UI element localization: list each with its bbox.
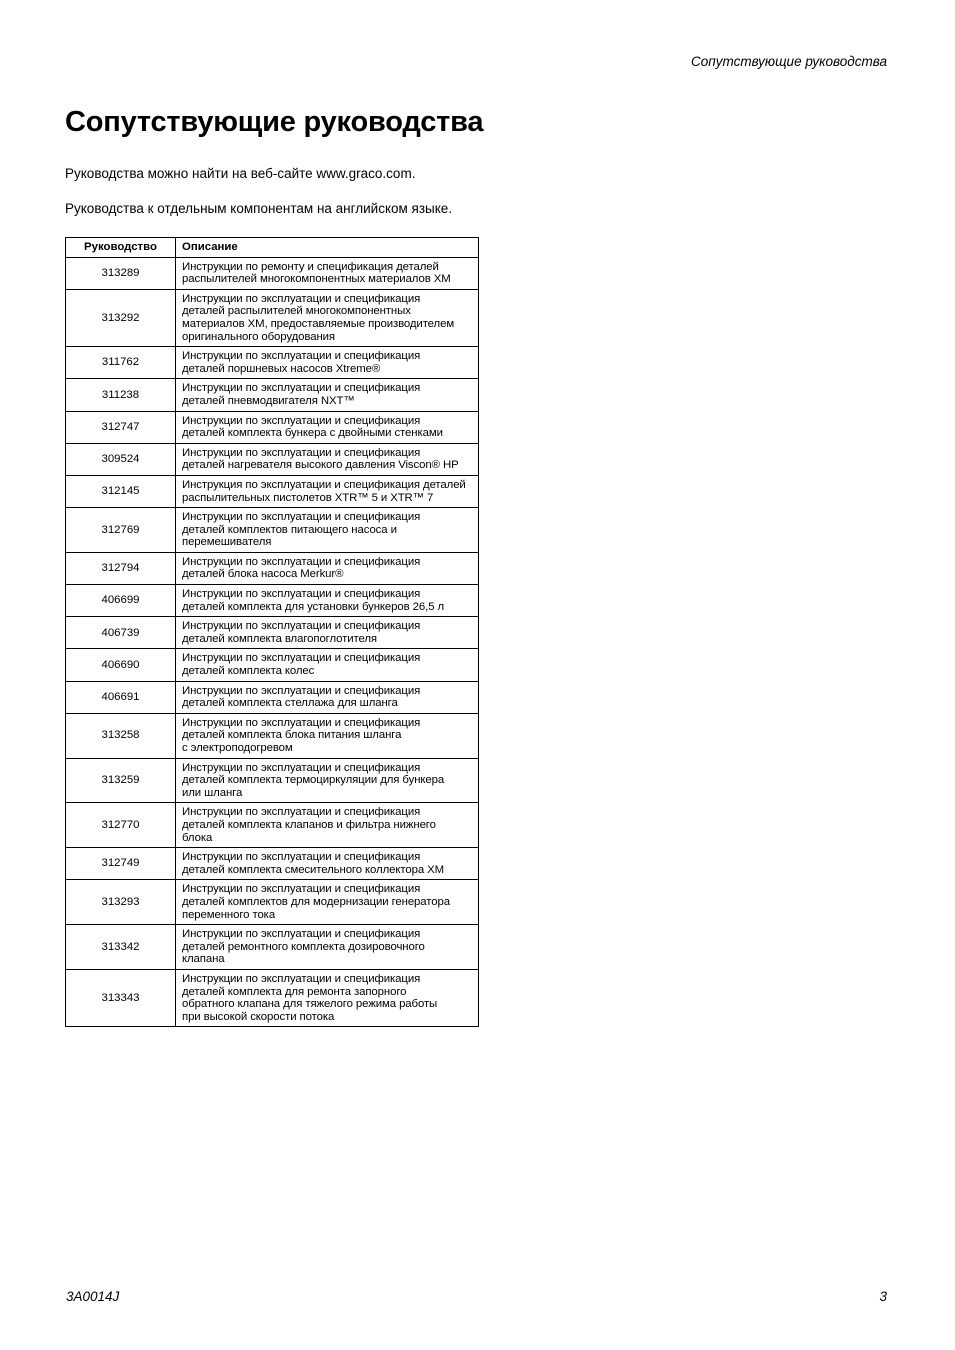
manual-number: 312145 — [66, 475, 176, 507]
table-row — [66, 257, 479, 289]
table-row — [66, 617, 479, 649]
manuals-table — [65, 237, 479, 1027]
manual-number: 313292 — [66, 289, 176, 346]
manual-description — [176, 508, 479, 553]
description-line: блока — [182, 831, 213, 844]
manual-description — [176, 475, 479, 507]
description-line: деталей комплекта клапанов и фильтра нижнего — [182, 818, 436, 831]
table-row — [66, 713, 479, 758]
description-line: Инструкции по эксплуатации и спецификация — [182, 511, 421, 524]
description-line: материалов XM, предоставляемые производителем — [182, 317, 455, 330]
description-line: Инструкции по эксплуатации и спецификация — [182, 684, 421, 697]
manual-description — [176, 758, 479, 803]
description-line: деталей комплекта влагопоглотителя — [182, 632, 377, 645]
description-line: или шланга — [182, 786, 243, 799]
manual-number: 312747 — [66, 411, 176, 443]
description-line: деталей комплектов питающего насоса и — [182, 523, 397, 536]
manual-number: 313343 — [66, 969, 176, 1026]
table-row — [66, 552, 479, 584]
table-row — [66, 969, 479, 1026]
description-line: с электроподогревом — [182, 742, 293, 754]
description-line: деталей ремонтного комплекта дозировочного — [182, 940, 425, 953]
description-line: Инструкции по эксплуатации и спецификация — [182, 555, 421, 568]
description-line: перемешивателя — [182, 536, 272, 549]
description-line: Инструкции по эксплуатации и спецификация — [182, 446, 421, 459]
manual-description — [176, 713, 479, 758]
description-line: деталей комплекта для ремонта запорного — [182, 985, 407, 998]
manual-description — [176, 880, 479, 925]
description-line: деталей комплекта колес — [182, 665, 315, 678]
manual-number: 313289 — [66, 257, 176, 289]
column-header-description: Описание — [176, 238, 479, 258]
manual-description — [176, 347, 479, 379]
manual-number: 311238 — [66, 379, 176, 411]
document-code: 3A0014J — [66, 1289, 120, 1304]
manual-description — [176, 803, 479, 848]
manual-description — [176, 411, 479, 443]
manual-number: 406691 — [66, 681, 176, 713]
manual-description — [176, 681, 479, 713]
manual-number: 313342 — [66, 925, 176, 970]
manual-number: 406699 — [66, 585, 176, 617]
table-row — [66, 443, 479, 475]
table-row — [66, 411, 479, 443]
table-body — [66, 257, 479, 1027]
description-line: деталей поршневых насосов Xtreme® — [182, 362, 381, 375]
description-line: Инструкции по эксплуатации и спецификация — [182, 414, 421, 427]
description-line: деталей комплекта стеллажа для шланга — [182, 697, 398, 710]
description-line: Инструкции по ремонту и спецификация деталей — [182, 260, 439, 273]
description-line: деталей комплекта смесительного коллектора XM — [182, 863, 445, 876]
manual-description — [176, 925, 479, 970]
manual-description — [176, 585, 479, 617]
description-line: Инструкции по эксплуатации и спецификация — [182, 972, 421, 985]
manual-description — [176, 289, 479, 346]
manual-number: 313259 — [66, 758, 176, 803]
description-line: деталей блока насоса Merkur® — [182, 568, 344, 581]
table-row — [66, 475, 479, 507]
description-line: Инструкции по эксплуатации и спецификация — [182, 652, 421, 665]
manual-description — [176, 257, 479, 289]
running-header: Сопутствующие руководства — [691, 54, 887, 69]
table-row — [66, 681, 479, 713]
table-row — [66, 925, 479, 970]
manual-number: 311762 — [66, 347, 176, 379]
table-row — [66, 379, 479, 411]
page-number: 3 — [879, 1289, 887, 1304]
description-line: Инструкции по эксплуатации и спецификация — [182, 716, 421, 729]
description-line: деталей комплекта бункера с двойными стенками — [182, 427, 443, 440]
table-row — [66, 880, 479, 925]
table-row — [66, 649, 479, 681]
manual-number: 406739 — [66, 617, 176, 649]
manual-description — [176, 379, 479, 411]
table-row — [66, 848, 479, 880]
description-line: деталей комплекта для установки бункеров 26,5 л — [182, 600, 445, 613]
description-line: Инструкции по эксплуатации и спецификация — [182, 806, 421, 819]
table-row — [66, 508, 479, 553]
manual-description — [176, 617, 479, 649]
table-row — [66, 289, 479, 346]
description-line: Инструкции по эксплуатации и спецификация — [182, 851, 421, 864]
description-line: Инструкции по эксплуатации и спецификация — [182, 761, 421, 774]
table-header-row — [66, 238, 479, 258]
description-line: Инструкции по эксплуатации и спецификация — [182, 350, 421, 363]
manual-number: 313293 — [66, 880, 176, 925]
intro-website-line: Руководства можно найти на веб-сайте www.graco.com. — [65, 166, 416, 181]
description-line: клапана — [182, 953, 225, 966]
manual-number: 312769 — [66, 508, 176, 553]
description-line: деталей пневмодвигателя NXT™ — [182, 394, 355, 407]
table-row — [66, 803, 479, 848]
manual-description — [176, 848, 479, 880]
description-line: деталей комплекта блока питания шланга — [182, 729, 402, 742]
description-line: переменного тока — [182, 908, 276, 921]
description-line: оригинального оборудования — [182, 330, 335, 343]
description-line: распылительных пистолетов XTR™ 5 и XTR™ 7 — [182, 491, 434, 504]
manual-description — [176, 969, 479, 1026]
description-line: деталей комплекта термоциркуляции для бункера — [182, 774, 445, 787]
manual-number: 312794 — [66, 552, 176, 584]
description-line: распылителей многокомпонентных материалов XM — [182, 273, 451, 286]
description-line: Инструкции по эксплуатации и спецификация — [182, 883, 421, 896]
description-line: при высокой скорости потока — [182, 1010, 335, 1023]
description-line: Инструкция по эксплуатации и спецификация деталей — [182, 478, 466, 491]
description-line: деталей нагревателя высокого давления Viscon® HP — [182, 459, 459, 472]
description-line: Инструкции по эксплуатации и спецификация — [182, 620, 421, 633]
manual-number: 312749 — [66, 848, 176, 880]
manual-description — [176, 649, 479, 681]
intro-language-line: Руководства к отдельным компонентам на английском языке. — [65, 201, 453, 216]
page-title: Сопутствующие руководства — [65, 106, 484, 138]
manual-number: 312770 — [66, 803, 176, 848]
manual-number: 309524 — [66, 443, 176, 475]
manual-description — [176, 552, 479, 584]
description-line: Инструкции по эксплуатации и спецификация — [182, 588, 421, 601]
manual-number: 313258 — [66, 713, 176, 758]
column-header-manual: Руководство — [66, 238, 176, 258]
description-line: Инструкции по эксплуатации и спецификация — [182, 382, 421, 395]
table-row — [66, 347, 479, 379]
table-row — [66, 585, 479, 617]
manual-number: 406690 — [66, 649, 176, 681]
description-line: Инструкции по эксплуатации и спецификация — [182, 292, 421, 305]
description-line: деталей комплектов для модернизации генератора — [182, 895, 450, 908]
description-line: деталей распылителей многокомпонентных — [182, 305, 411, 318]
description-line: обратного клапана для тяжелого режима работы — [182, 998, 438, 1011]
manual-description — [176, 443, 479, 475]
table-row — [66, 758, 479, 803]
description-line: Инструкции по эксплуатации и спецификация — [182, 928, 421, 941]
